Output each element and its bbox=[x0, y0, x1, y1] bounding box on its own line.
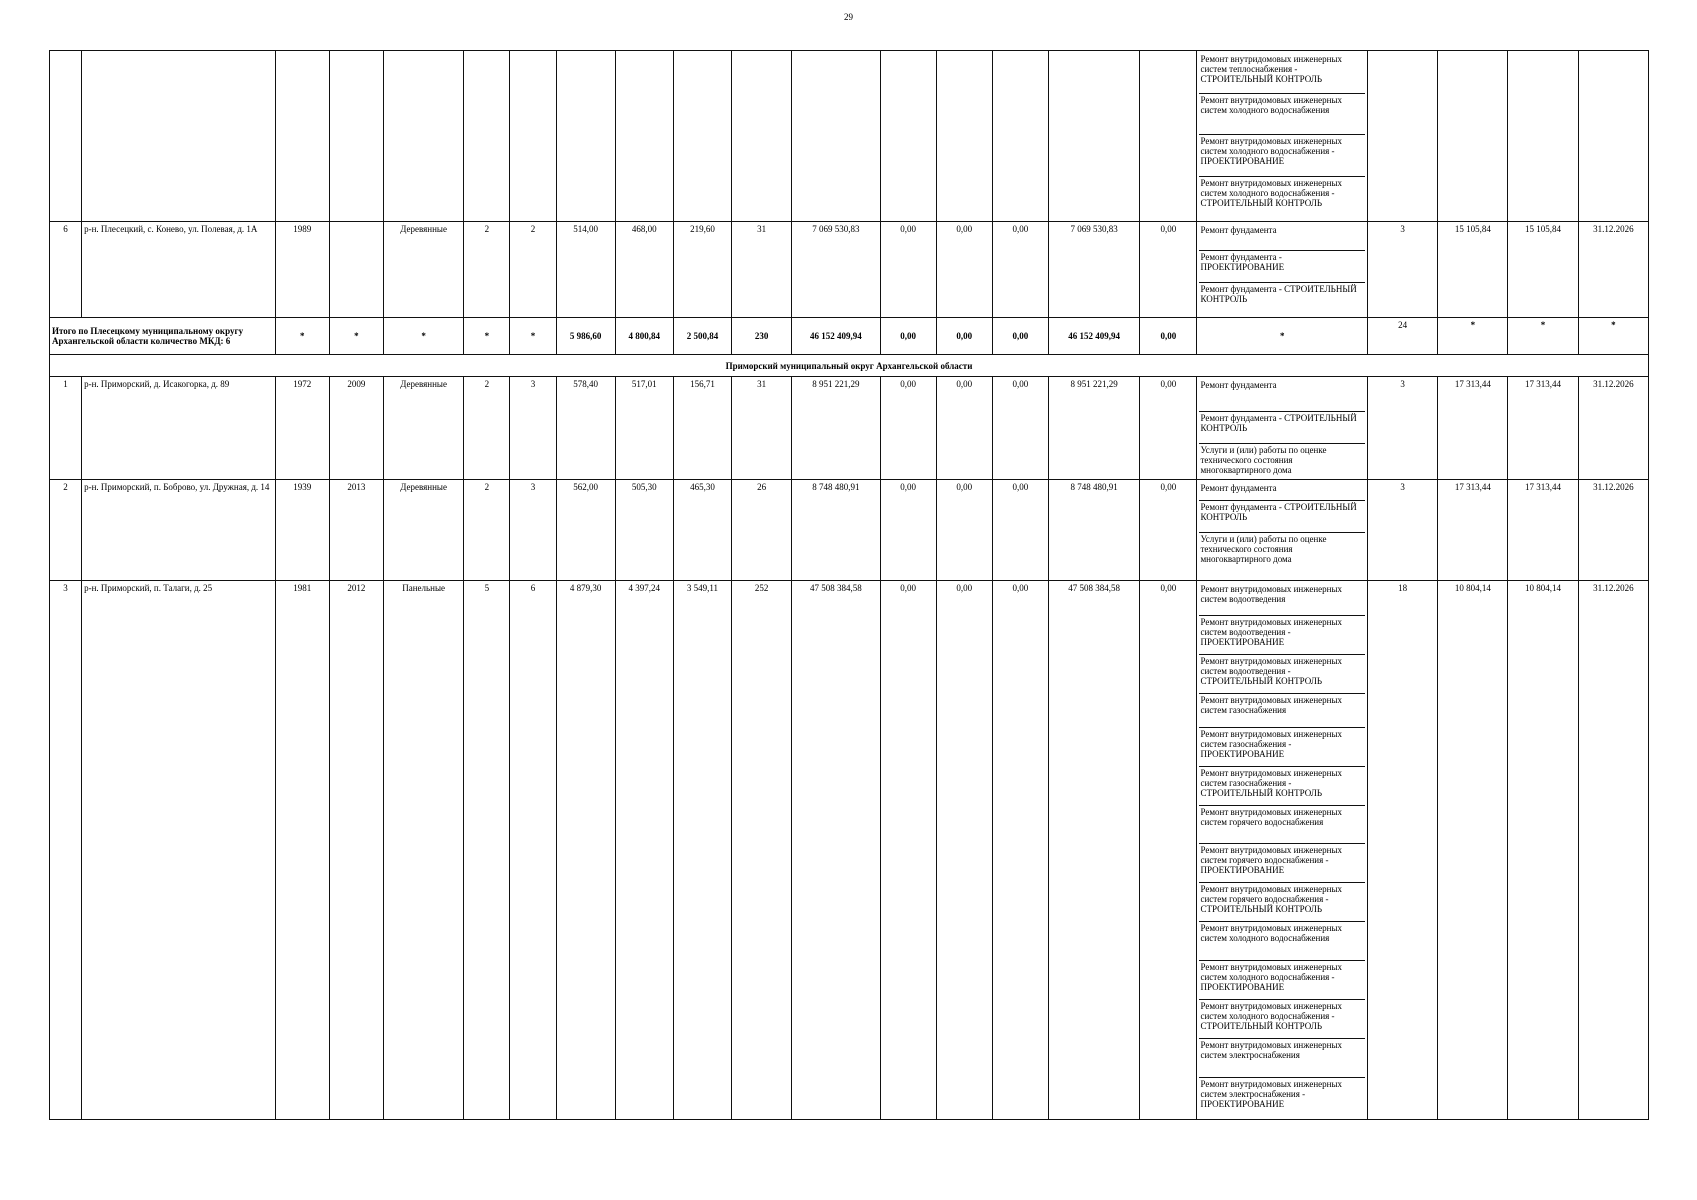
deadline: 31.12.2026 bbox=[1578, 377, 1648, 480]
work-item: Ремонт внутридомовых инженерных систем холодного водоснабжения - ПРОЕКТИРОВАНИЕ bbox=[1199, 961, 1365, 1000]
residential-area: 2 500,84 bbox=[673, 318, 731, 355]
residents: 31 bbox=[732, 222, 792, 318]
total-cost: 7 069 530,83 bbox=[792, 222, 880, 318]
work-list bbox=[1197, 222, 1368, 318]
deadline: 31.12.2026 bbox=[1578, 480, 1648, 581]
page-number: 29 bbox=[844, 12, 853, 22]
fund-regional: 0,00 bbox=[936, 581, 992, 1120]
work-item: Ремонт фундамента bbox=[1199, 379, 1365, 412]
living-area: 4 800,84 bbox=[615, 318, 673, 355]
fund-owners: 7 069 530,83 bbox=[1049, 222, 1140, 318]
total-label: Итого по Плесецкому муниципальному округу Архангельской области количество МКД: 6 bbox=[50, 318, 276, 355]
work-item: Ремонт внутридомовых инженерных систем холодного водоснабжения - СТРОИТЕЛЬНЫЙ КОНТРОЛЬ bbox=[1199, 1000, 1365, 1039]
year-built: 1981 bbox=[275, 581, 329, 1120]
total-cost: 8 951 221,29 bbox=[792, 377, 880, 480]
fund-other: 0,00 bbox=[1140, 581, 1197, 1120]
work-list bbox=[1197, 480, 1368, 581]
fund-regional: 0,00 bbox=[936, 318, 992, 355]
entrances: 3 bbox=[510, 377, 556, 480]
works-count: 3 bbox=[1368, 480, 1438, 581]
address: р-н. Приморский, д. Исакогорка, д. 89 bbox=[82, 377, 276, 480]
work-item: Ремонт внутридомовых инженерных систем горячего водоснабжения - ПРОЕКТИРОВАНИЕ bbox=[1199, 844, 1365, 883]
fund-federal: 0,00 bbox=[880, 581, 936, 1120]
work-list bbox=[1197, 51, 1368, 222]
work-item: Ремонт внутридомовых инженерных систем холодного водоснабжения bbox=[1199, 922, 1365, 961]
star-cell: * bbox=[1438, 318, 1508, 355]
max-unit-cost: 15 105,84 bbox=[1508, 222, 1578, 318]
wall-material: Панельные bbox=[384, 581, 464, 1120]
work-item: Ремонт фундамента - СТРОИТЕЛЬНЫЙ КОНТРОЛЬ bbox=[1199, 501, 1365, 533]
row-number: 1 bbox=[50, 377, 82, 480]
residential-area: 465,30 bbox=[673, 480, 731, 581]
unit-cost: 15 105,84 bbox=[1438, 222, 1508, 318]
address: р-н. Плесецкий, с. Конево, ул. Полевая, д. 1А bbox=[82, 222, 276, 318]
floors: 5 bbox=[464, 581, 510, 1120]
total-area: 5 986,60 bbox=[556, 318, 615, 355]
table-row bbox=[50, 581, 1649, 1120]
year-built: 1972 bbox=[275, 377, 329, 480]
floors: 2 bbox=[464, 377, 510, 480]
fund-owners: 8 951 221,29 bbox=[1049, 377, 1140, 480]
fund-regional: 0,00 bbox=[936, 480, 992, 581]
section-title: Приморский муниципальный округ Архангельской области bbox=[50, 355, 1649, 377]
work-item: Ремонт внутридомовых инженерных систем водоотведения - СТРОИТЕЛЬНЫЙ КОНТРОЛЬ bbox=[1199, 655, 1365, 694]
unit-cost: 10 804,14 bbox=[1438, 581, 1508, 1120]
entrances: 6 bbox=[510, 581, 556, 1120]
residential-area: 3 549,11 bbox=[673, 581, 731, 1120]
living-area: 517,01 bbox=[615, 377, 673, 480]
carryover-row bbox=[50, 51, 1649, 222]
work-item: Ремонт внутридомовых инженерных систем горячего водоснабжения bbox=[1199, 806, 1365, 844]
max-unit-cost: 10 804,14 bbox=[1508, 581, 1578, 1120]
row-number: 3 bbox=[50, 581, 82, 1120]
work-item: Ремонт внутридомовых инженерных систем холодного водоснабжения bbox=[1199, 94, 1365, 135]
works-count: 3 bbox=[1368, 222, 1438, 318]
floors: 2 bbox=[464, 480, 510, 581]
fund-federal: 0,00 bbox=[880, 222, 936, 318]
wall-material: Деревянные bbox=[384, 377, 464, 480]
entrances: 3 bbox=[510, 480, 556, 581]
work-item: Ремонт внутридомовых инженерных систем теплоснабжения - СТРОИТЕЛЬНЫЙ КОНТРОЛЬ bbox=[1199, 53, 1365, 94]
total-cost: 47 508 384,58 bbox=[792, 581, 880, 1120]
work-item: Ремонт внутридомовых инженерных систем холодного водоснабжения - ПРОЕКТИРОВАНИЕ bbox=[1199, 135, 1365, 177]
fund-owners: 47 508 384,58 bbox=[1049, 581, 1140, 1120]
fund-regional: 0,00 bbox=[936, 222, 992, 318]
total-area: 514,00 bbox=[556, 222, 615, 318]
deadline: 31.12.2026 bbox=[1578, 222, 1648, 318]
works-count: 18 bbox=[1368, 581, 1438, 1120]
fund-other: 0,00 bbox=[1140, 318, 1197, 355]
residents: 252 bbox=[732, 581, 792, 1120]
residents: 230 bbox=[732, 318, 792, 355]
fund-other: 0,00 bbox=[1140, 377, 1197, 480]
fund-local: 0,00 bbox=[992, 318, 1048, 355]
fund-local: 0,00 bbox=[992, 377, 1048, 480]
fund-other: 0,00 bbox=[1140, 480, 1197, 581]
wall-material: Деревянные bbox=[384, 480, 464, 581]
year-overhaul: 2012 bbox=[329, 581, 383, 1120]
max-unit-cost: 17 313,44 bbox=[1508, 480, 1578, 581]
year-overhaul: 2013 bbox=[329, 480, 383, 581]
star-cell: * bbox=[1578, 318, 1648, 355]
max-unit-cost: 17 313,44 bbox=[1508, 377, 1578, 480]
work-item: Ремонт внутридомовых инженерных систем электроснабжения bbox=[1199, 1039, 1365, 1078]
work-item: Ремонт внутридомовых инженерных систем водоотведения - ПРОЕКТИРОВАНИЕ bbox=[1199, 616, 1365, 655]
work-item: Ремонт фундамента - СТРОИТЕЛЬНЫЙ КОНТРОЛЬ bbox=[1199, 412, 1365, 444]
star-cell: * bbox=[384, 318, 464, 355]
section-header-row bbox=[50, 355, 1649, 377]
works-count: 3 bbox=[1368, 377, 1438, 480]
work-list bbox=[1197, 581, 1368, 1120]
star-cell: * bbox=[510, 318, 556, 355]
works-count: 24 bbox=[1368, 318, 1438, 355]
star-cell: * bbox=[329, 318, 383, 355]
work-item: Ремонт внутридомовых инженерных систем газоснабжения - ПРОЕКТИРОВАНИЕ bbox=[1199, 728, 1365, 767]
unit-cost: 17 313,44 bbox=[1438, 377, 1508, 480]
total-area: 562,00 bbox=[556, 480, 615, 581]
table-row bbox=[50, 480, 1649, 581]
fund-regional: 0,00 bbox=[936, 377, 992, 480]
row-number: 2 bbox=[50, 480, 82, 581]
star-cell: * bbox=[275, 318, 329, 355]
work-item: Ремонт внутридомовых инженерных систем газоснабжения - СТРОИТЕЛЬНЫЙ КОНТРОЛЬ bbox=[1199, 767, 1365, 806]
unit-cost: 17 313,44 bbox=[1438, 480, 1508, 581]
fund-federal: 0,00 bbox=[880, 480, 936, 581]
entrances: 2 bbox=[510, 222, 556, 318]
total-area: 578,40 bbox=[556, 377, 615, 480]
table-row bbox=[50, 377, 1649, 480]
year-built: 1939 bbox=[275, 480, 329, 581]
table-row bbox=[50, 222, 1649, 318]
year-built: 1989 bbox=[275, 222, 329, 318]
work-item: Услуги и (или) работы по оценке технического состояния многоквартирного дома bbox=[1200, 445, 1327, 475]
star-cell: * bbox=[464, 318, 510, 355]
address: р-н. Приморский, п. Боброво, ул. Дружная, д. 14 bbox=[82, 480, 276, 581]
fund-local: 0,00 bbox=[992, 222, 1048, 318]
deadline: 31.12.2026 bbox=[1578, 581, 1648, 1120]
work-item: Ремонт внутридомовых инженерных систем газоснабжения bbox=[1199, 694, 1365, 728]
fund-federal: 0,00 bbox=[880, 318, 936, 355]
wall-material: Деревянные bbox=[384, 222, 464, 318]
work-item: Ремонт фундамента - ПРОЕКТИРОВАНИЕ bbox=[1199, 251, 1365, 283]
living-area: 468,00 bbox=[615, 222, 673, 318]
work-item: Ремонт фундамента bbox=[1199, 482, 1365, 501]
living-area: 4 397,24 bbox=[615, 581, 673, 1120]
residential-area: 156,71 bbox=[673, 377, 731, 480]
total-cost: 8 748 480,91 bbox=[792, 480, 880, 581]
fund-owners: 46 152 409,94 bbox=[1049, 318, 1140, 355]
total-row bbox=[50, 318, 1649, 355]
work-item: Ремонт фундамента bbox=[1199, 224, 1365, 251]
year-overhaul: 2009 bbox=[329, 377, 383, 480]
address: р-н. Приморский, п. Талаги, д. 25 bbox=[82, 581, 276, 1120]
work-item: Ремонт внутридомовых инженерных систем водоотведения bbox=[1199, 583, 1365, 616]
star-cell: * bbox=[1197, 318, 1368, 355]
capital-repair-table bbox=[49, 50, 1649, 1120]
residential-area: 219,60 bbox=[673, 222, 731, 318]
star-cell: * bbox=[1508, 318, 1578, 355]
year-overhaul bbox=[329, 222, 383, 318]
fund-federal: 0,00 bbox=[880, 377, 936, 480]
row-number: 6 bbox=[50, 222, 82, 318]
work-list bbox=[1197, 377, 1368, 480]
total-area: 4 879,30 bbox=[556, 581, 615, 1120]
fund-owners: 8 748 480,91 bbox=[1049, 480, 1140, 581]
total-cost: 46 152 409,94 bbox=[792, 318, 880, 355]
fund-local: 0,00 bbox=[992, 480, 1048, 581]
work-item: Ремонт внутридомовых инженерных систем холодного водоснабжения - СТРОИТЕЛЬНЫЙ КОНТРОЛЬ bbox=[1200, 178, 1343, 208]
work-item: Услуги и (или) работы по оценке технического состояния многоквартирного дома bbox=[1200, 534, 1327, 564]
work-item: Ремонт внутридомовых инженерных систем горячего водоснабжения - СТРОИТЕЛЬНЫЙ КОНТРОЛЬ bbox=[1199, 883, 1365, 922]
fund-other: 0,00 bbox=[1140, 222, 1197, 318]
work-item: Ремонт внутридомовых инженерных систем электроснабжения - ПРОЕКТИРОВАНИЕ bbox=[1200, 1079, 1343, 1109]
work-item: Ремонт фундамента - СТРОИТЕЛЬНЫЙ КОНТРОЛЬ bbox=[1200, 284, 1357, 304]
floors: 2 bbox=[464, 222, 510, 318]
residents: 31 bbox=[732, 377, 792, 480]
living-area: 505,30 bbox=[615, 480, 673, 581]
fund-local: 0,00 bbox=[992, 581, 1048, 1120]
residents: 26 bbox=[732, 480, 792, 581]
